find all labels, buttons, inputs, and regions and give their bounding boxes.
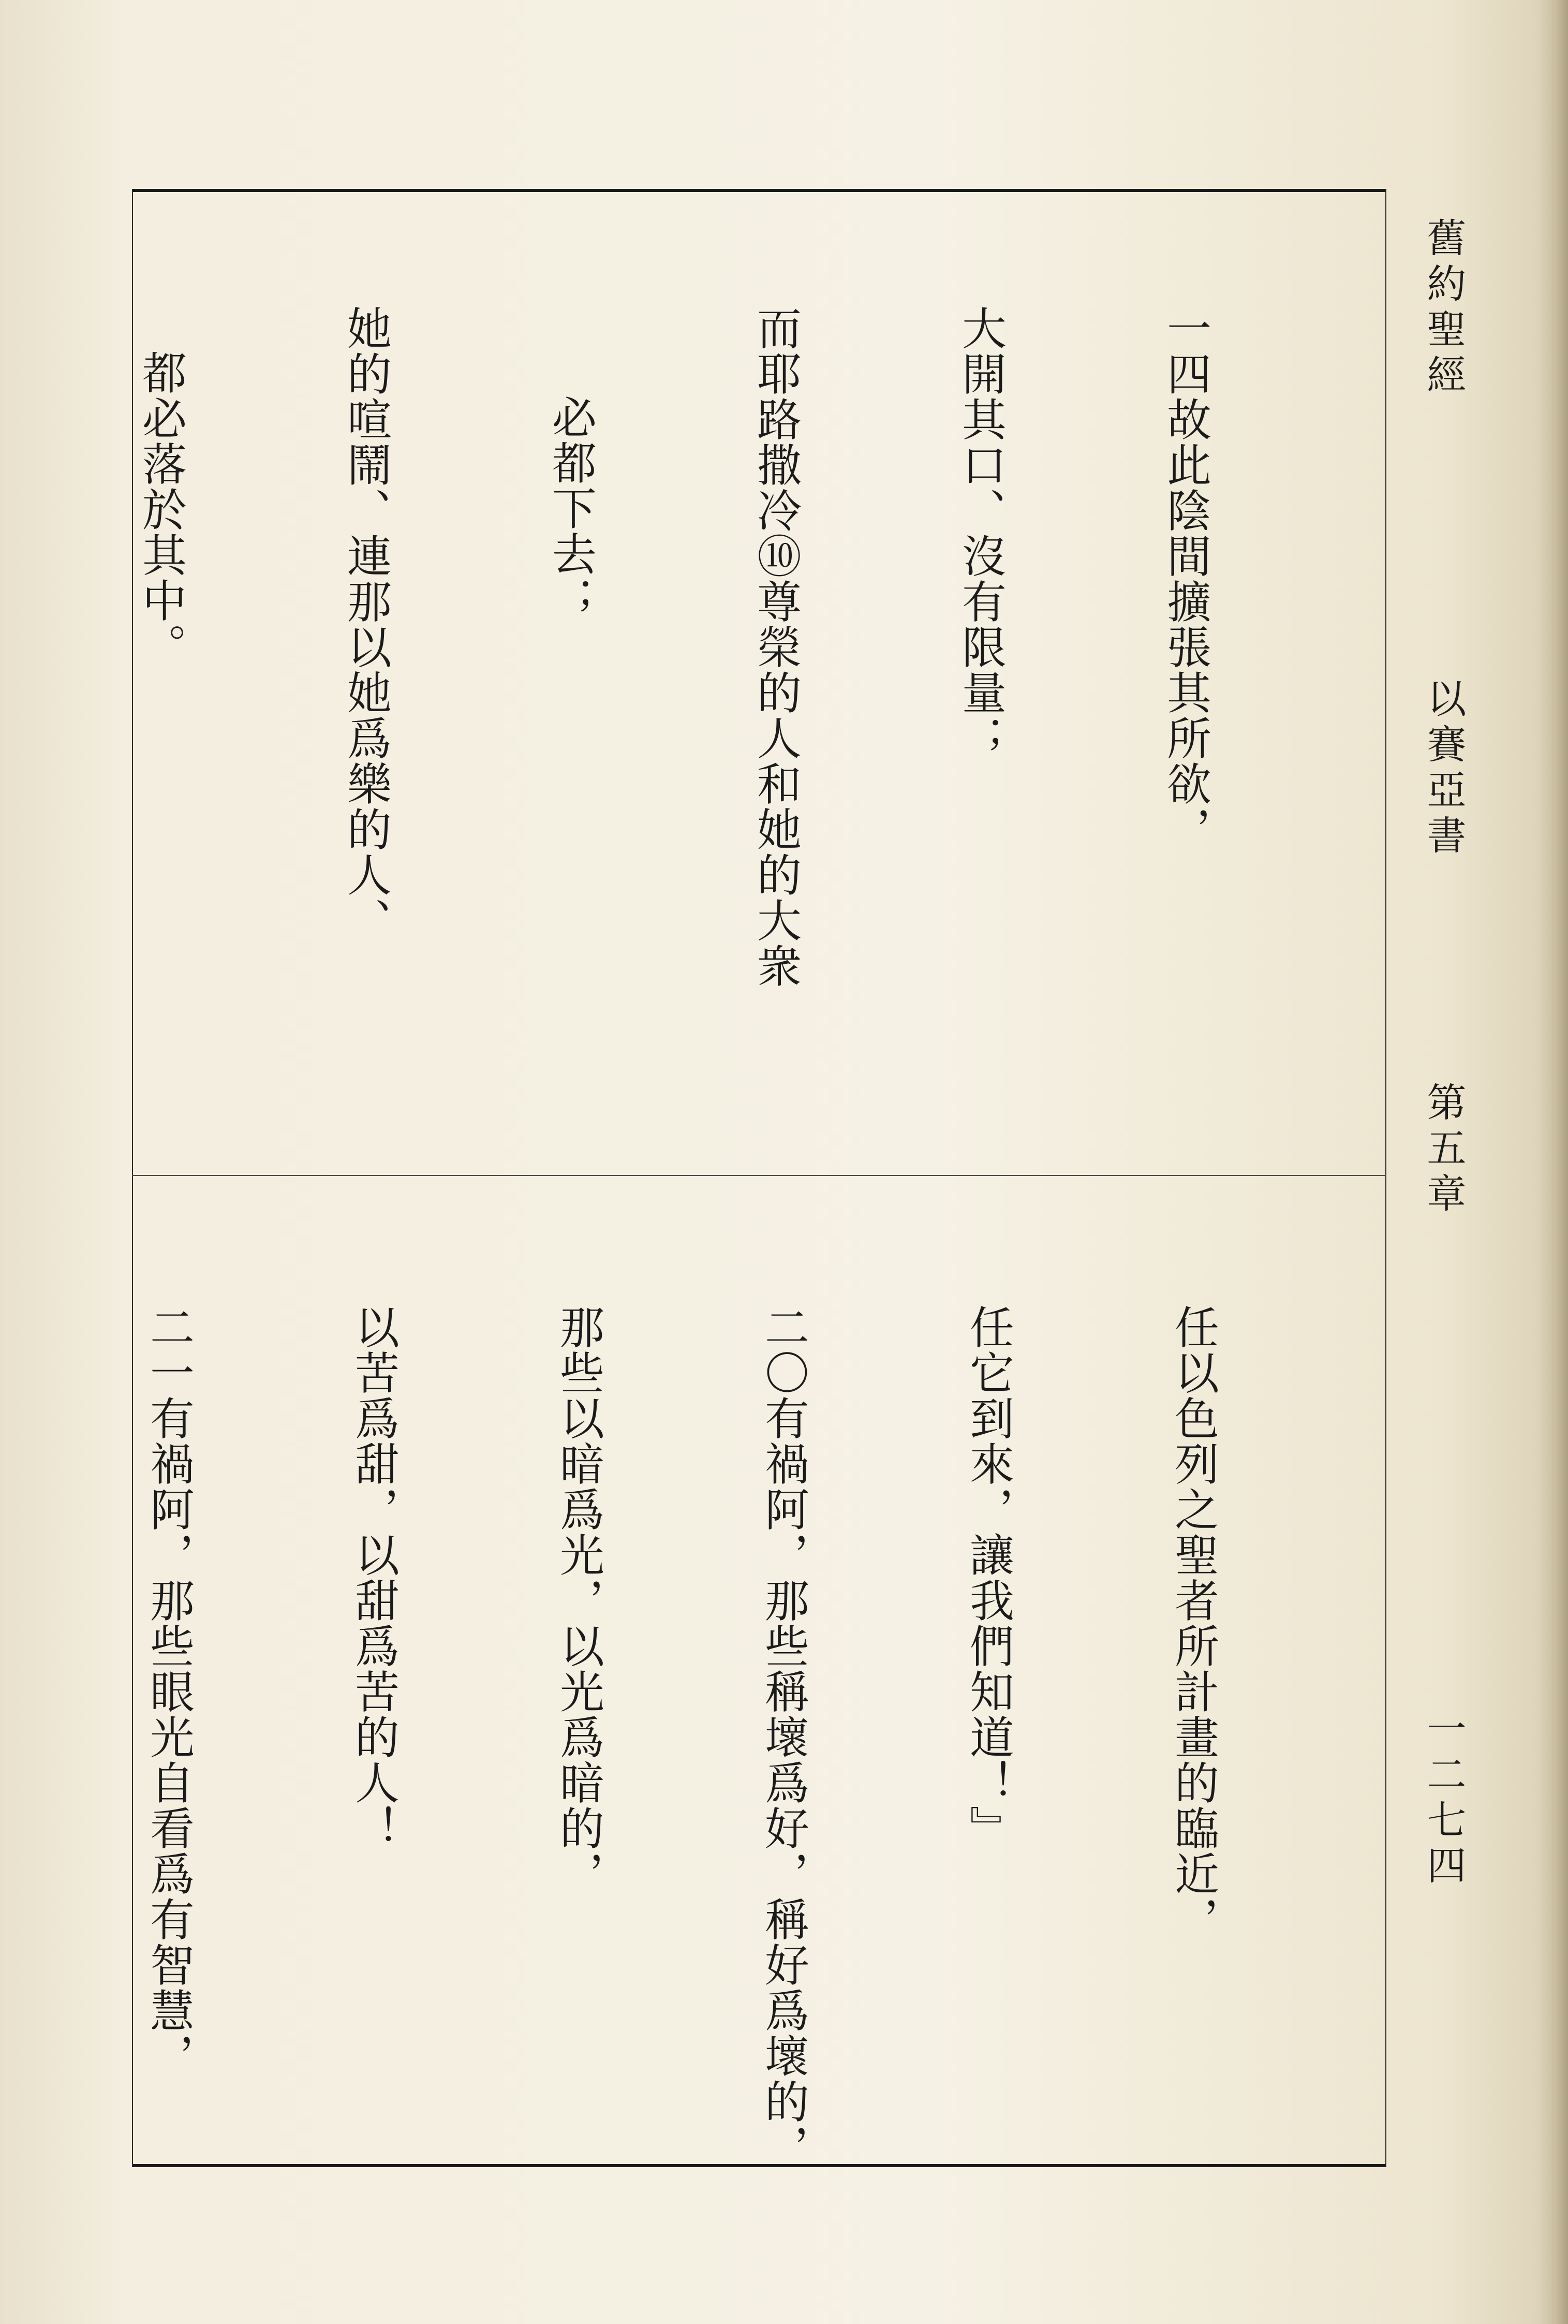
verse-line: 那些以暗爲光，以光爲暗的， (552, 1304, 604, 1896)
header-chapter: 第五章 (1421, 1082, 1467, 1218)
lower-verse-column (0, 1304, 1364, 2170)
header-book-name: 以賽亞書 (1421, 678, 1467, 860)
verse-line: 任它到來，讓我們知道！』 (962, 1304, 1014, 1851)
verse-line: 她的喧鬧、連那以她爲樂的人、 (339, 305, 391, 943)
verse-line: 都必落於其中。 (135, 350, 186, 669)
page-edge-shadow (1537, 0, 1568, 2324)
verse-line: 以苦爲甜，以甜爲苦的人！ (347, 1304, 399, 1851)
verse-line: 任以色列之聖者所計畫的臨近， (1167, 1304, 1219, 1942)
verse-line: 大開其口、沒有限量； (954, 305, 1006, 761)
verse-line: 二〇有禍阿，那些稱壞爲好，稱好爲壞的， (757, 1304, 809, 2170)
header-page-number: 一二七四 (1421, 1708, 1467, 1890)
verse-line: 而耶路撒冷⑩尊榮的人和她的大衆 (749, 305, 801, 989)
verse-line: 一四故此陰間擴張其所欲， (1159, 305, 1211, 852)
verse-line: 必都下去； (544, 394, 596, 622)
header-title: 舊約聖經 (1421, 217, 1467, 400)
upper-verse-column (0, 305, 1356, 1159)
verse-line: 二一有禍阿，那些眼光自看爲有智慧， (142, 1304, 194, 2079)
section-divider (132, 1175, 1386, 1176)
